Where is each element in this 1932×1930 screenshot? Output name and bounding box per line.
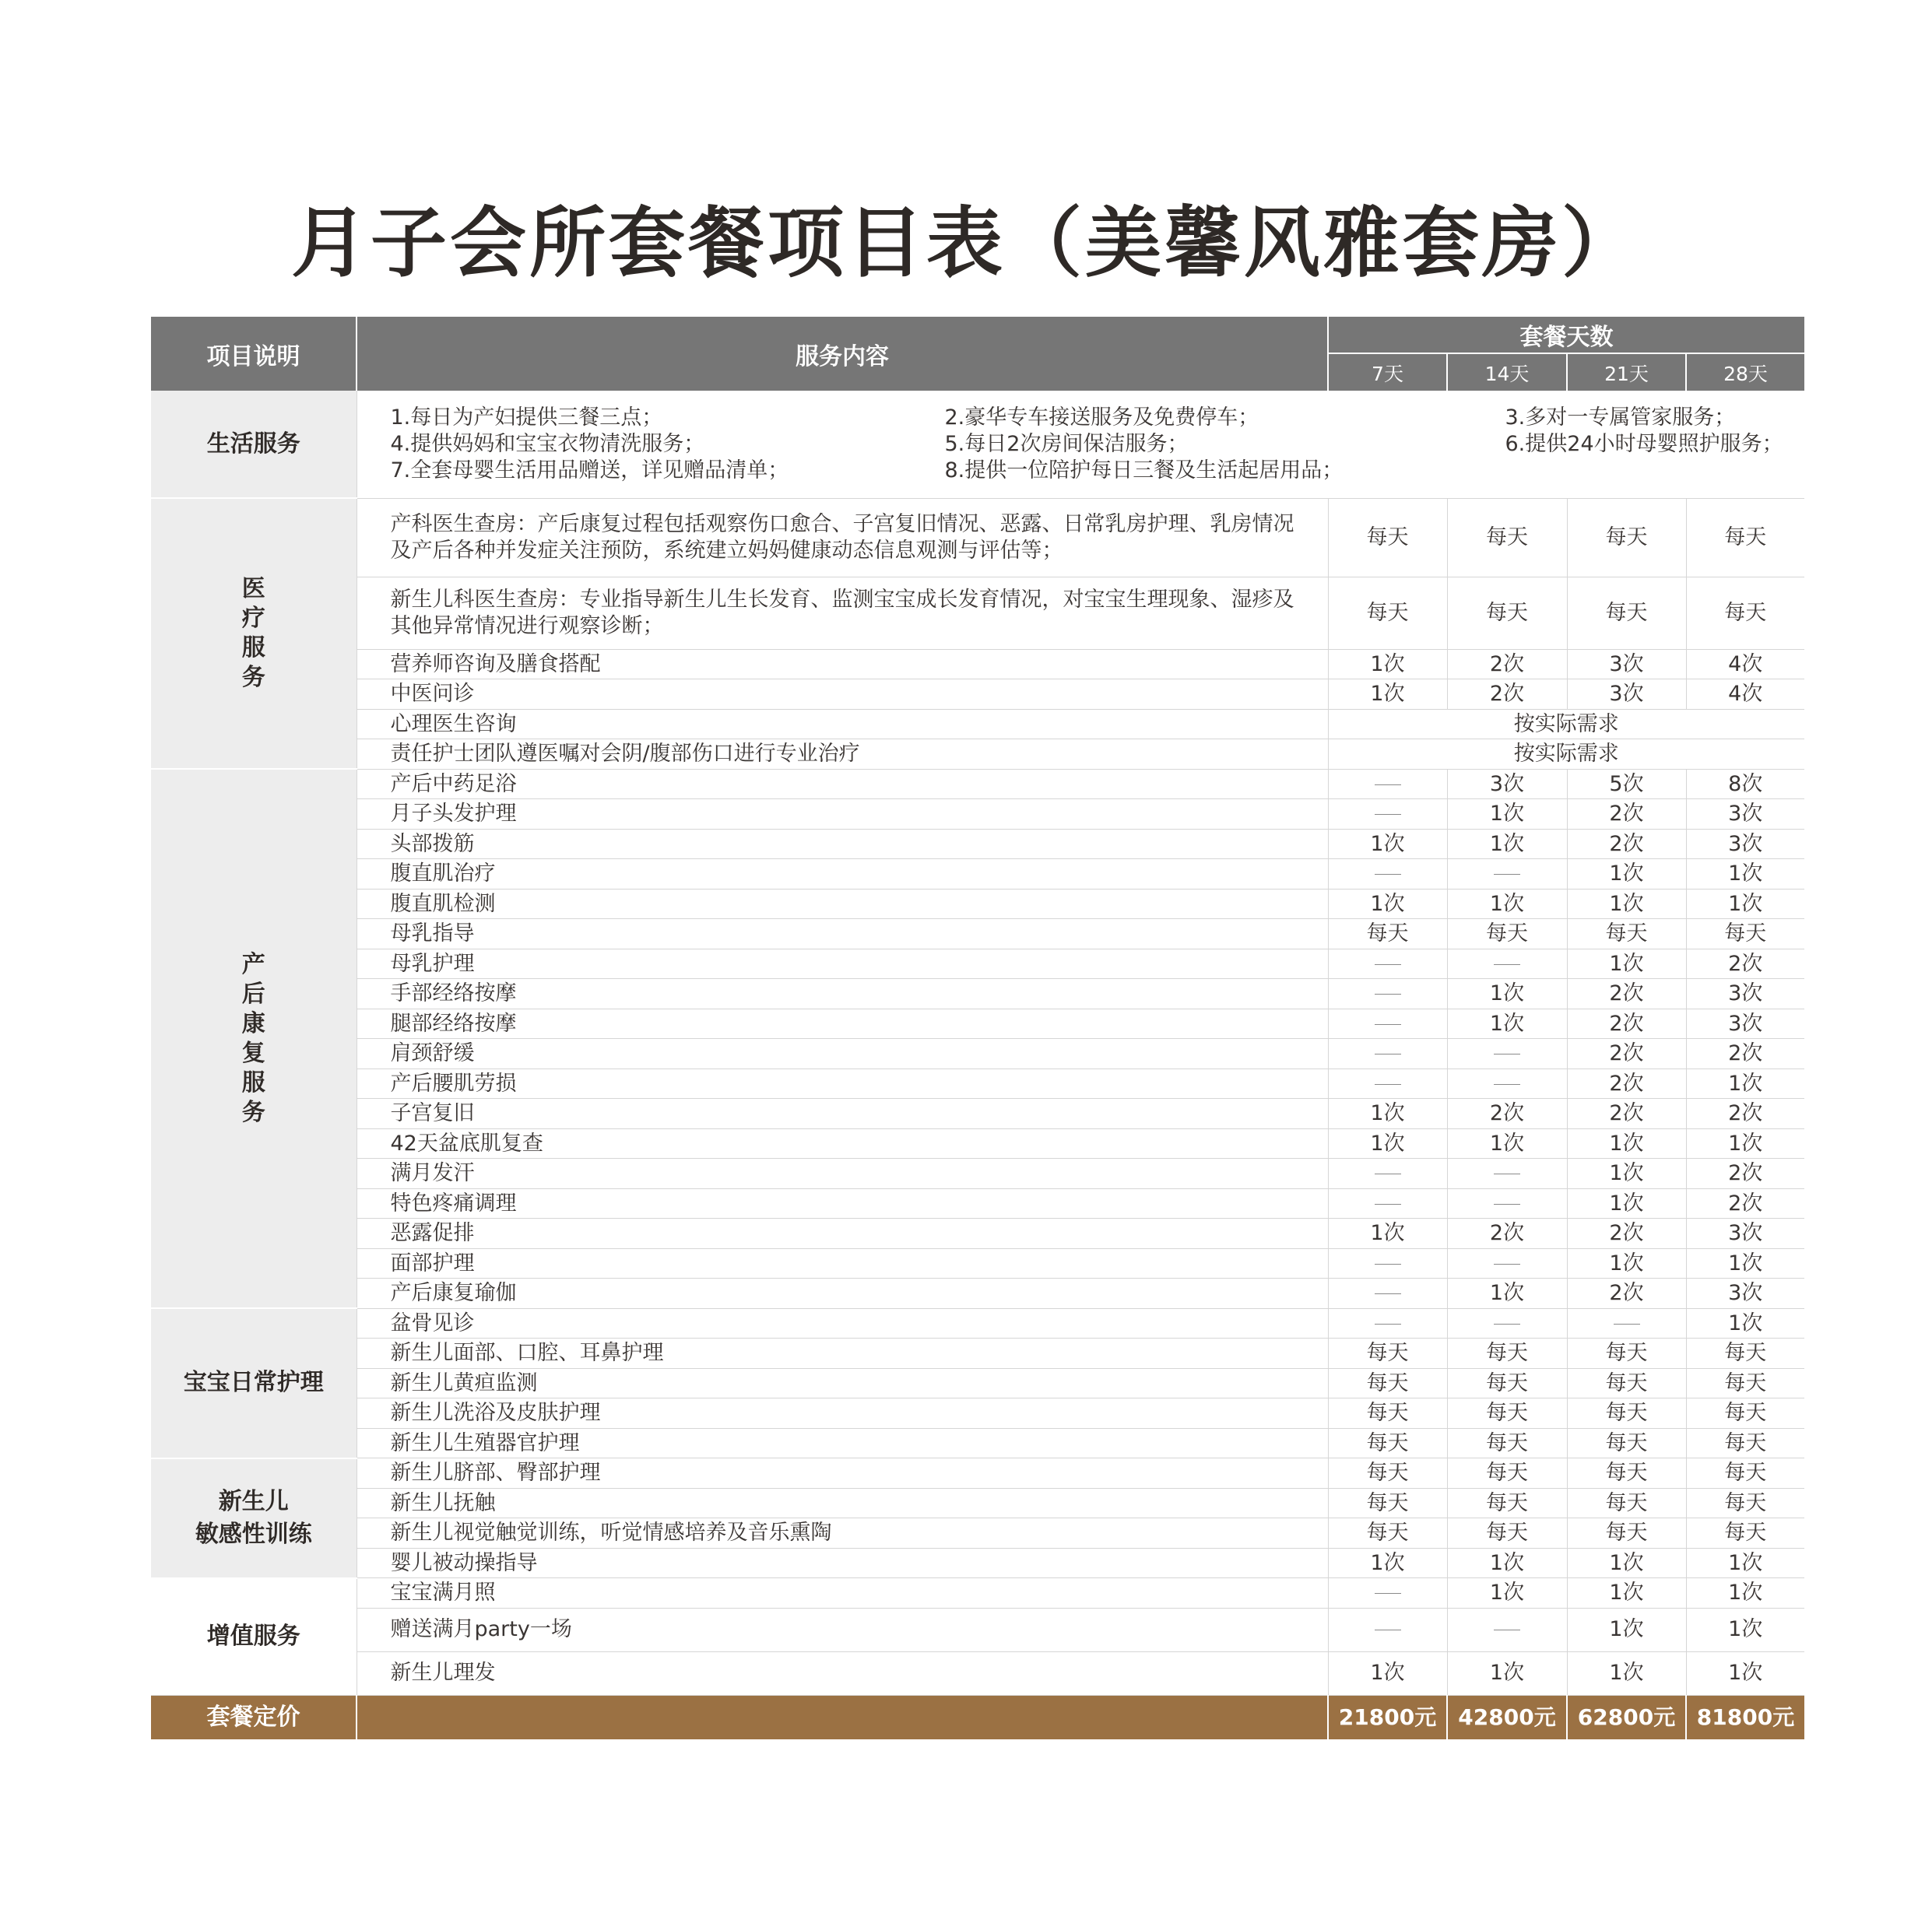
service-value-21d: 3次	[1567, 679, 1686, 710]
medical_rows-row	[151, 498, 1804, 577]
service-value-14d: 2次	[1447, 1099, 1567, 1129]
package-table	[151, 317, 1804, 1739]
service-value-14d: 1次	[1447, 1548, 1567, 1578]
service-value-28d: 1次	[1686, 1608, 1804, 1651]
service-value-7d: 1次	[1328, 679, 1447, 710]
service-value-21d: 2次	[1567, 1279, 1686, 1309]
service-value-21d: 每天	[1567, 1368, 1686, 1398]
medical_rows-row	[151, 679, 1804, 710]
service-description: 月子头发护理	[357, 799, 1328, 830]
service-description: 新生儿脐部、臀部护理	[357, 1458, 1328, 1489]
service-description: 腹直肌检测	[357, 889, 1328, 919]
service-description: 产后中药足浴	[357, 769, 1328, 799]
service-value-21d: 2次	[1567, 799, 1686, 830]
not-included-dash	[1375, 1084, 1401, 1085]
service-value-7d	[1328, 1608, 1447, 1651]
not-included-dash	[1375, 1264, 1401, 1265]
service-value-14d: 2次	[1447, 679, 1567, 710]
service-value-7d	[1328, 1188, 1447, 1219]
service-value-21d: 每天	[1567, 919, 1686, 949]
category-value_added: 增值服务	[151, 1578, 357, 1696]
service-value-28d: 3次	[1686, 829, 1804, 859]
service-value-14d	[1447, 859, 1567, 890]
service-value-7d: 每天	[1328, 1458, 1447, 1489]
rehab_rows-row	[151, 949, 1804, 979]
rehab_rows-row	[151, 1069, 1804, 1099]
rehab_rows-row	[151, 1248, 1804, 1279]
rehab_rows-row	[151, 1188, 1804, 1219]
service-value-21d: 3次	[1567, 649, 1686, 679]
service-value-14d: 每天	[1447, 1428, 1567, 1458]
life-service-item: 4.提供妈妈和宝宝衣物清洗服务；	[390, 431, 705, 456]
service-description: 恶露促排	[357, 1219, 1328, 1249]
rehab_rows-row	[151, 1039, 1804, 1069]
service-value-14d	[1447, 1188, 1567, 1219]
service-description: 盆骨见诊	[357, 1308, 1328, 1339]
service-value-28d: 4次	[1686, 649, 1804, 679]
life-service-item: 3.多对一专属管家服务；	[1505, 405, 1736, 430]
header-day: 7天	[1328, 353, 1447, 391]
service-value-14d: 每天	[1447, 919, 1567, 949]
service-value-14d: 1次	[1447, 829, 1567, 859]
service-description: 面部护理	[357, 1248, 1328, 1279]
service-value-14d	[1447, 1069, 1567, 1099]
not-included-dash	[1494, 1204, 1520, 1205]
life-row	[151, 391, 1804, 498]
service-value-21d: 2次	[1567, 1069, 1686, 1099]
service-value-7d: 1次	[1328, 1651, 1447, 1695]
service-description: 产科医生查房：产后康复过程包括观察伤口愈合、子宫复旧情况、恶露、日常乳房护理、乳房情况 及产后各种并发症关注预防，系统建立妈妈健康动态信息观测与评估等；	[357, 498, 1328, 577]
pricing-label: 套餐定价	[151, 1695, 357, 1739]
service-value-21d: 每天	[1567, 1428, 1686, 1458]
not-included-dash	[1375, 1293, 1401, 1294]
service-value-14d: 每天	[1447, 498, 1567, 577]
service-value-21d: 每天	[1567, 577, 1686, 649]
service-value-14d: 1次	[1447, 1128, 1567, 1159]
service-description: 42天盆底肌复查	[357, 1128, 1328, 1159]
service-merged-value: 按实际需求	[1328, 709, 1804, 739]
baby_care_rows-row	[151, 1308, 1804, 1339]
service-value-21d	[1567, 1308, 1686, 1339]
service-value-14d: 每天	[1447, 1518, 1567, 1549]
service-value-21d: 1次	[1567, 1608, 1686, 1651]
service-description: 母乳护理	[357, 949, 1328, 979]
service-value-7d	[1328, 769, 1447, 799]
rehab_rows-row	[151, 1009, 1804, 1039]
service-description: 母乳指导	[357, 919, 1328, 949]
service-value-14d: 2次	[1447, 1219, 1567, 1249]
life-service-item: 2.豪华专车接送服务及免费停车；	[944, 405, 1259, 430]
service-value-7d: 1次	[1328, 1128, 1447, 1159]
package-price: 42800元	[1447, 1695, 1567, 1739]
service-value-28d: 每天	[1686, 498, 1804, 577]
service-value-28d: 3次	[1686, 1279, 1804, 1309]
service-value-21d: 1次	[1567, 1128, 1686, 1159]
service-value-21d: 1次	[1567, 1548, 1686, 1578]
service-value-21d: 1次	[1567, 1188, 1686, 1219]
not-included-dash	[1375, 1324, 1401, 1325]
sensory_rows-row	[151, 1518, 1804, 1549]
service-value-21d: 1次	[1567, 1651, 1686, 1695]
service-description: 手部经络按摩	[357, 979, 1328, 1009]
sensory_rows-row	[151, 1548, 1804, 1578]
service-description: 新生儿抚触	[357, 1488, 1328, 1518]
service-value-28d: 8次	[1686, 769, 1804, 799]
service-value-14d: 每天	[1447, 1368, 1567, 1398]
service-value-28d: 3次	[1686, 1009, 1804, 1039]
category-medical: 医 疗 服 务	[151, 498, 357, 769]
sensory_rows-row	[151, 1488, 1804, 1518]
header-day: 14天	[1447, 353, 1567, 391]
value_added_rows-row	[151, 1608, 1804, 1651]
not-included-dash	[1494, 1264, 1520, 1265]
service-value-7d: 每天	[1328, 1339, 1447, 1369]
pricing-spacer	[357, 1695, 1328, 1739]
baby_care_rows-row	[151, 1428, 1804, 1458]
not-included-dash	[1375, 784, 1401, 785]
service-value-14d	[1447, 1159, 1567, 1189]
service-value-28d: 1次	[1686, 1069, 1804, 1099]
service-value-7d: 1次	[1328, 829, 1447, 859]
service-value-7d	[1328, 1578, 1447, 1609]
rehab_rows-row	[151, 1159, 1804, 1189]
service-description: 新生儿黄疸监测	[357, 1368, 1328, 1398]
service-description: 新生儿理发	[357, 1651, 1328, 1695]
service-value-28d: 每天	[1686, 1339, 1804, 1369]
service-value-7d	[1328, 799, 1447, 830]
service-value-28d: 1次	[1686, 889, 1804, 919]
service-value-14d: 每天	[1447, 1398, 1567, 1429]
life-service-item: 6.提供24小时母婴照护服务；	[1505, 431, 1783, 456]
service-value-14d: 1次	[1447, 799, 1567, 830]
service-value-21d: 2次	[1567, 1099, 1686, 1129]
service-description: 新生儿生殖器官护理	[357, 1428, 1328, 1458]
service-value-7d: 每天	[1328, 577, 1447, 649]
sensory_rows-row	[151, 1458, 1804, 1489]
service-value-14d: 1次	[1447, 1578, 1567, 1609]
service-value-7d: 1次	[1328, 889, 1447, 919]
not-included-dash	[1494, 1084, 1520, 1085]
service-description: 新生儿视觉触觉训练，听觉情感培养及音乐熏陶	[357, 1518, 1328, 1549]
baby_care_rows-row	[151, 1339, 1804, 1369]
service-value-14d	[1447, 1039, 1567, 1069]
service-value-21d: 每天	[1567, 1488, 1686, 1518]
service-description: 头部拨筋	[357, 829, 1328, 859]
service-value-21d: 每天	[1567, 1518, 1686, 1549]
header-content: 服务内容	[357, 317, 1328, 391]
service-description: 特色疼痛调理	[357, 1188, 1328, 1219]
service-value-28d: 1次	[1686, 1128, 1804, 1159]
service-merged-value: 按实际需求	[1328, 739, 1804, 770]
not-included-dash	[1375, 814, 1401, 815]
life-service-item: 7.全套母婴生活用品赠送，详见赠品清单；	[390, 458, 789, 482]
service-value-28d: 每天	[1686, 1488, 1804, 1518]
service-value-21d: 2次	[1567, 1039, 1686, 1069]
service-description: 赠送满月party一场	[357, 1608, 1328, 1651]
service-description: 中医问诊	[357, 679, 1328, 710]
life-services-cell	[357, 391, 1804, 498]
service-value-14d: 1次	[1447, 979, 1567, 1009]
service-value-28d: 1次	[1686, 1248, 1804, 1279]
not-included-dash	[1375, 964, 1401, 965]
service-value-14d: 1次	[1447, 889, 1567, 919]
service-value-21d: 2次	[1567, 1009, 1686, 1039]
service-value-28d: 1次	[1686, 1651, 1804, 1695]
service-description: 新生儿洗浴及皮肤护理	[357, 1398, 1328, 1429]
service-value-28d: 2次	[1686, 1159, 1804, 1189]
category-rehab: 产 后 康 复 服 务	[151, 769, 357, 1308]
service-value-7d: 每天	[1328, 1368, 1447, 1398]
service-value-7d	[1328, 1009, 1447, 1039]
service-description: 腹直肌治疗	[357, 859, 1328, 890]
service-value-7d	[1328, 1279, 1447, 1309]
service-value-21d: 1次	[1567, 1159, 1686, 1189]
category-sensory: 新生儿 敏感性训练	[151, 1458, 357, 1578]
rehab_rows-row	[151, 1279, 1804, 1309]
service-value-14d	[1447, 1248, 1567, 1279]
value_added_rows-row	[151, 1578, 1804, 1609]
rehab_rows-row	[151, 919, 1804, 949]
baby_care_rows-row	[151, 1368, 1804, 1398]
service-value-21d: 5次	[1567, 769, 1686, 799]
not-included-dash	[1614, 1324, 1640, 1325]
service-value-28d: 2次	[1686, 1188, 1804, 1219]
service-value-14d: 每天	[1447, 1488, 1567, 1518]
service-value-14d: 每天	[1447, 1339, 1567, 1369]
package-price: 21800元	[1328, 1695, 1447, 1739]
rehab_rows-row	[151, 859, 1804, 890]
header-day: 21天	[1567, 353, 1686, 391]
life-service-item: 1.每日为产妇提供三餐三点；	[390, 405, 663, 430]
not-included-dash	[1375, 1593, 1401, 1594]
service-description: 责任护士团队遵医嘱对会阴/腹部伤口进行专业治疗	[357, 739, 1328, 770]
service-value-7d: 每天	[1328, 1398, 1447, 1429]
service-value-28d: 3次	[1686, 799, 1804, 830]
not-included-dash	[1375, 1204, 1401, 1205]
rehab_rows-row	[151, 829, 1804, 859]
service-value-28d: 每天	[1686, 1458, 1804, 1489]
service-value-14d: 1次	[1447, 1009, 1567, 1039]
service-value-28d: 每天	[1686, 577, 1804, 649]
not-included-dash	[1375, 1024, 1401, 1025]
page-title: 月子会所套餐项目表（美馨风雅套房）	[290, 199, 1641, 288]
value_added_rows-row	[151, 1651, 1804, 1695]
service-value-14d	[1447, 1308, 1567, 1339]
rehab_rows-row	[151, 799, 1804, 830]
service-value-14d	[1447, 949, 1567, 979]
service-value-28d: 2次	[1686, 1039, 1804, 1069]
service-description: 产后康复瑜伽	[357, 1279, 1328, 1309]
service-value-28d: 2次	[1686, 1099, 1804, 1129]
service-value-7d	[1328, 979, 1447, 1009]
service-value-7d: 1次	[1328, 1099, 1447, 1129]
service-value-7d	[1328, 1159, 1447, 1189]
header-days-group: 套餐天数	[1328, 317, 1804, 353]
service-description: 心理医生咨询	[357, 709, 1328, 739]
rehab_rows-row	[151, 1099, 1804, 1129]
package-price: 62800元	[1567, 1695, 1686, 1739]
baby_care_rows-row	[151, 1398, 1804, 1429]
service-value-7d: 1次	[1328, 649, 1447, 679]
service-value-21d: 每天	[1567, 1398, 1686, 1429]
service-value-28d: 每天	[1686, 1368, 1804, 1398]
service-value-28d: 每天	[1686, 1428, 1804, 1458]
service-value-28d: 1次	[1686, 1548, 1804, 1578]
life-service-item: 8.提供一位陪护每日三餐及生活起居用品；	[944, 458, 1344, 482]
service-value-7d	[1328, 1248, 1447, 1279]
category-life: 生活服务	[151, 391, 357, 498]
service-value-14d: 1次	[1447, 1279, 1567, 1309]
rehab_rows-row	[151, 1219, 1804, 1249]
rehab_rows-row	[151, 1128, 1804, 1159]
service-value-14d	[1447, 1608, 1567, 1651]
service-value-14d: 每天	[1447, 1458, 1567, 1489]
service-description: 腿部经络按摩	[357, 1009, 1328, 1039]
service-description: 营养师咨询及膳食搭配	[357, 649, 1328, 679]
service-value-21d: 每天	[1567, 1339, 1686, 1369]
service-value-28d: 2次	[1686, 949, 1804, 979]
service-value-7d	[1328, 1069, 1447, 1099]
service-value-28d: 每天	[1686, 919, 1804, 949]
not-included-dash	[1494, 964, 1520, 965]
rehab_rows-row	[151, 889, 1804, 919]
service-value-21d: 2次	[1567, 1219, 1686, 1249]
life-services-grid	[357, 394, 1805, 495]
service-value-28d: 1次	[1686, 1578, 1804, 1609]
service-value-21d: 1次	[1567, 859, 1686, 890]
service-description: 新生儿科医生查房：专业指导新生儿生长发育、监测宝宝成长发育情况，对宝宝生理现象、湿疹及 其他异常情况进行观察诊断；	[357, 577, 1328, 649]
service-description: 产后腰肌劳损	[357, 1069, 1328, 1099]
service-value-7d: 每天	[1328, 498, 1447, 577]
not-included-dash	[1494, 1324, 1520, 1325]
service-value-21d: 2次	[1567, 829, 1686, 859]
service-value-14d: 2次	[1447, 649, 1567, 679]
service-value-28d: 每天	[1686, 1398, 1804, 1429]
service-description: 肩颈舒缓	[357, 1039, 1328, 1069]
life-service-item: 5.每日2次房间保洁服务；	[944, 431, 1189, 456]
service-value-21d: 每天	[1567, 1458, 1686, 1489]
not-included-dash	[1375, 874, 1401, 875]
service-value-7d: 每天	[1328, 1488, 1447, 1518]
service-value-7d: 每天	[1328, 1428, 1447, 1458]
service-value-21d: 1次	[1567, 949, 1686, 979]
package-price: 81800元	[1686, 1695, 1804, 1739]
category-baby_care: 宝宝日常护理	[151, 1308, 357, 1458]
rehab_rows-row	[151, 769, 1804, 799]
service-value-7d: 每天	[1328, 919, 1447, 949]
service-description: 宝宝满月照	[357, 1578, 1328, 1609]
service-value-21d: 每天	[1567, 498, 1686, 577]
service-value-7d	[1328, 1039, 1447, 1069]
service-value-7d	[1328, 949, 1447, 979]
service-value-21d: 2次	[1567, 979, 1686, 1009]
service-description: 子宫复旧	[357, 1099, 1328, 1129]
service-description: 婴儿被动操指导	[357, 1548, 1328, 1578]
medical_rows-row	[151, 577, 1804, 649]
service-value-28d: 1次	[1686, 1308, 1804, 1339]
rehab_rows-row	[151, 979, 1804, 1009]
service-value-28d: 3次	[1686, 1219, 1804, 1249]
service-value-14d: 1次	[1447, 1651, 1567, 1695]
service-value-28d: 1次	[1686, 859, 1804, 890]
medical_rows-row	[151, 739, 1804, 770]
service-value-7d: 每天	[1328, 1518, 1447, 1549]
service-value-28d: 4次	[1686, 679, 1804, 710]
service-value-28d: 3次	[1686, 979, 1804, 1009]
not-included-dash	[1375, 994, 1401, 995]
service-value-21d: 1次	[1567, 1248, 1686, 1279]
pricing-row	[151, 1695, 1804, 1739]
service-value-7d	[1328, 859, 1447, 890]
service-value-21d: 1次	[1567, 1578, 1686, 1609]
service-value-7d	[1328, 1308, 1447, 1339]
medical_rows-row	[151, 649, 1804, 679]
service-value-7d: 1次	[1328, 1219, 1447, 1249]
service-description: 满月发汗	[357, 1159, 1328, 1189]
service-value-14d: 3次	[1447, 769, 1567, 799]
header-item: 项目说明	[151, 317, 357, 391]
service-description: 新生儿面部、口腔、耳鼻护理	[357, 1339, 1328, 1369]
service-value-14d: 每天	[1447, 577, 1567, 649]
header-day: 28天	[1686, 353, 1804, 391]
service-value-7d: 1次	[1328, 1548, 1447, 1578]
service-value-28d: 每天	[1686, 1518, 1804, 1549]
medical_rows-row	[151, 709, 1804, 739]
service-value-21d: 1次	[1567, 889, 1686, 919]
not-included-dash	[1494, 874, 1520, 875]
